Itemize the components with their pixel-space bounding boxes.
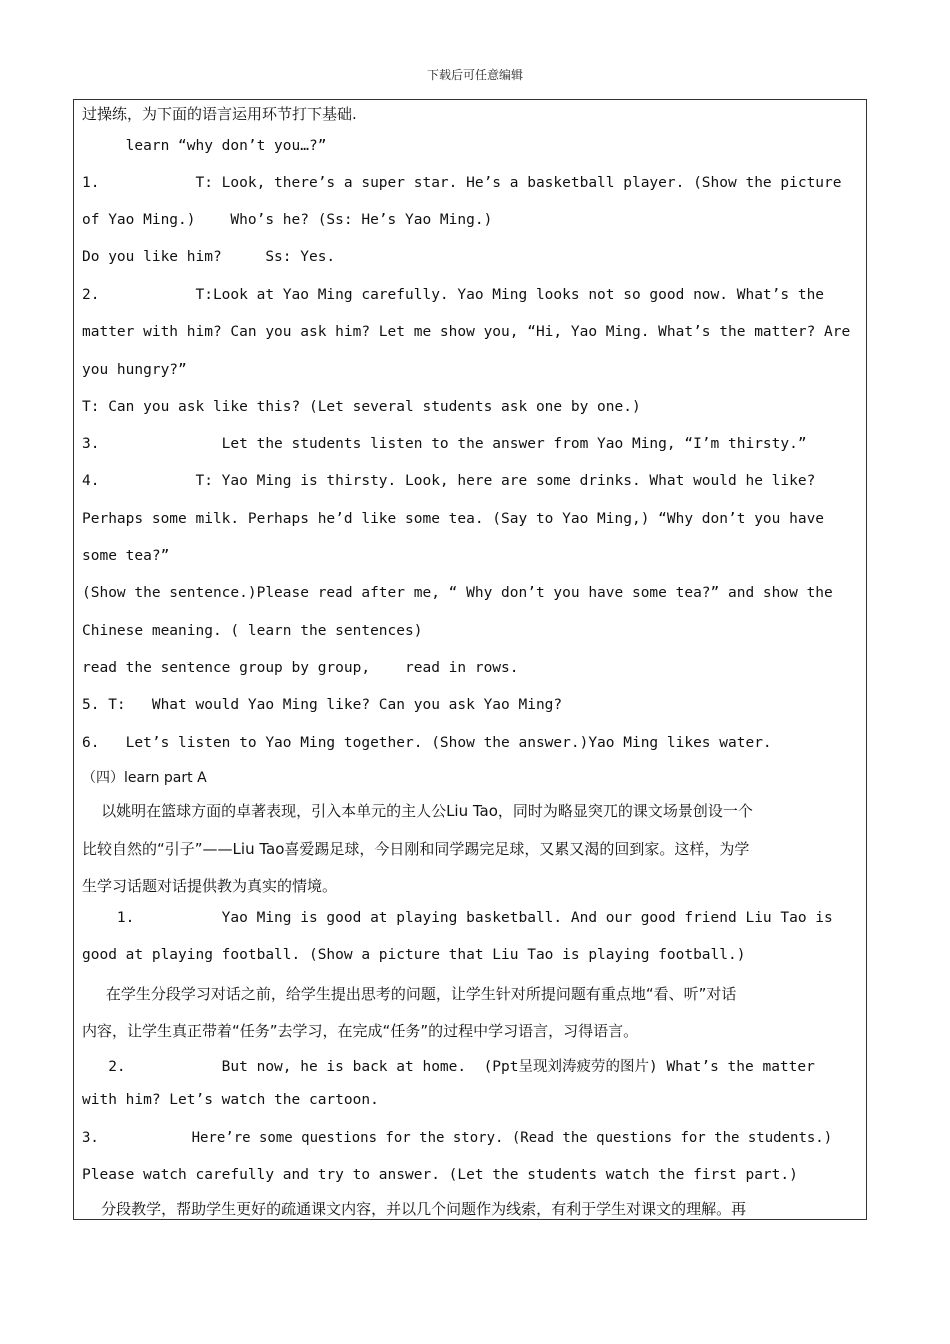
text-line: 生学习话题对话提供教为真实的情境。 bbox=[82, 877, 338, 895]
text-line: Please watch carefully and try to answer. (Let the students watch the first part.) bbox=[82, 1167, 798, 1183]
text-line: 以姚明在篮球方面的卓著表现，引入本单元的主人公Liu Tao，同时为略显突兀的课文场景创设一个 bbox=[82, 802, 753, 820]
text-line: 1. Yao Ming is good at playing basketball. And our good friend Liu Tao is bbox=[82, 910, 833, 926]
text-line: 2. But now, he is back at home. (Ppt呈现刘涛疲劳的图片) What’s the matter bbox=[82, 1059, 815, 1075]
text-line: 6. Let’s listen to Yao Ming together. (Show the answer.)Yao Ming likes water. bbox=[82, 735, 772, 751]
section-heading: （四）learn part A bbox=[82, 770, 207, 786]
text-line: 1. T: Look, there’s a super star. He’s a basketball player. (Show the picture bbox=[82, 175, 842, 191]
text-line: Chinese meaning. ( learn the sentences) bbox=[82, 623, 423, 639]
text-line: with him? Let’s watch the cartoon. bbox=[82, 1092, 379, 1108]
text-line: 分段教学，帮助学生更好的疏通课文内容，并以几个问题作为线索，有利于学生对课文的理解。再 bbox=[82, 1200, 747, 1218]
page-header: 下载后可任意编辑 bbox=[426, 68, 523, 82]
text-line: 比较自然的“引子”——Liu Tao喜爱踢足球，今日刚和同学踢完足球，又累又渴的回到家。这样，为学 bbox=[82, 840, 750, 858]
text-line: learn “why don’t you…?” bbox=[82, 138, 327, 154]
text-line: 在学生分段学习对话之前，给学生提出思考的问题，让学生针对所提问题有重点地“看、听”对话 bbox=[82, 985, 737, 1003]
text-line: 4. T: Yao Ming is thirsty. Look, here are some drinks. What would he like? bbox=[82, 473, 816, 489]
text-line: good at playing football. (Show a picture that Liu Tao is playing football.) bbox=[82, 947, 746, 963]
text-line: (Show the sentence.)Please read after me, “ Why don’t you have some tea?” and show the bbox=[82, 585, 833, 601]
text-line: 2. T:Look at Yao Ming carefully. Yao Ming looks not so good now. What’s the bbox=[82, 287, 825, 303]
text-line: some tea?” bbox=[82, 548, 170, 564]
text-line: 过操练，为下面的语言运用环节打下基础. bbox=[82, 105, 357, 123]
text-line: Perhaps some milk. Perhaps he’d like some tea. (Say to Yao Ming,) “Why don’t you have bbox=[82, 511, 825, 527]
text-line: 内容，让学生真正带着“任务”去学习，在完成“任务”的过程中学习语言，习得语言。 bbox=[82, 1022, 639, 1040]
text-line: 5. T: What would Yao Ming like? Can you ask Yao Ming? bbox=[82, 697, 563, 713]
text-line: read the sentence group by group, read in rows. bbox=[82, 660, 519, 676]
text-line: 3. Here’re some questions for the story. (Read the questions for the students.) bbox=[82, 1130, 833, 1146]
text-line: Do you like him? Ss: Yes. bbox=[82, 249, 336, 265]
text-line: of Yao Ming.) Who’s he? (Ss: He’s Yao Ming.) bbox=[82, 212, 493, 228]
text-line: T: Can you ask like this? (Let several students ask one by one.) bbox=[82, 399, 641, 415]
text-line: you hungry?” bbox=[82, 362, 187, 378]
text-line: matter with him? Can you ask him? Let me show you, “Hi, Yao Ming. What’s the matter? Are bbox=[82, 324, 851, 340]
text-line: 3. Let the students listen to the answer from Yao Ming, “I’m thirsty.” bbox=[82, 436, 807, 452]
